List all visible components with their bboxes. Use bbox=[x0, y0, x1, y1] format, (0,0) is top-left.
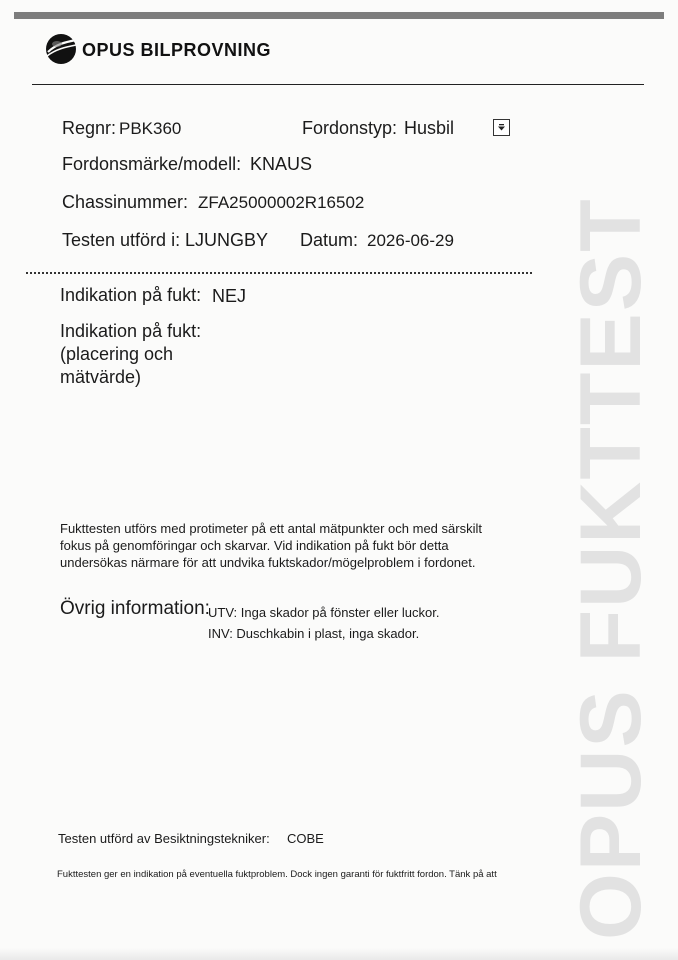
test-description bbox=[60, 520, 482, 571]
vehicle-type-dropdown[interactable] bbox=[493, 119, 510, 136]
moisture-indication-label: Indikation på fukt: bbox=[60, 285, 202, 305]
brand-model-value: KNAUS bbox=[250, 154, 313, 174]
moisture-placement-label bbox=[60, 320, 201, 389]
brand-model-label: Fordonsmärke/modell: bbox=[62, 154, 242, 174]
test-location-value: LJUNGBY bbox=[185, 230, 269, 250]
opus-logo-icon bbox=[44, 32, 78, 66]
technician-label: Testen utförd av Besiktningstekniker: bbox=[58, 831, 270, 846]
moisture-indication-value: NEJ bbox=[212, 286, 247, 306]
fukttest-watermark: OPUS FUKTTEST bbox=[563, 197, 659, 940]
description-line-3: undersökas närmare för att undvika fuktskador/mögelproblem i fordonet. bbox=[60, 555, 476, 570]
vehicle-type-label: Fordonstyp: bbox=[302, 118, 398, 138]
other-info-line-2: INV: Duschkabin i plast, inga skador. bbox=[208, 626, 420, 641]
top-gray-bar bbox=[14, 12, 664, 19]
test-location-label: Testen utförd i: bbox=[62, 230, 181, 250]
moisture-placement-line1: Indikation på fukt: bbox=[60, 321, 202, 341]
description-line-2: fokus på genomföringar och skarvar. Vid indikation på fukt bör detta bbox=[60, 538, 449, 553]
header-divider bbox=[32, 84, 644, 85]
chassis-label: Chassinummer: bbox=[62, 192, 189, 212]
page-bottom-edge bbox=[0, 948, 678, 960]
date-label: Datum: bbox=[300, 230, 359, 250]
moisture-placement-line2: (placering och bbox=[60, 344, 174, 364]
regnr-label: Regnr: bbox=[62, 118, 117, 138]
moisture-placement-line3: mätvärde) bbox=[60, 367, 142, 387]
regnr-value: PBK360 bbox=[119, 119, 182, 138]
disclaimer-text: Fukttesten ger en indikation på eventuella fuktproblem. Dock ingen garanti för fuktfritt fordon. Tänk på att bbox=[57, 869, 497, 880]
dropdown-arrow-icon bbox=[497, 124, 506, 131]
description-line-1: Fukttesten utförs med protimeter på ett antal mätpunkter och med särskilt bbox=[60, 521, 482, 536]
technician-value: COBE bbox=[287, 831, 324, 846]
brand-name: OPUS BILPROVNING bbox=[82, 40, 272, 60]
date-value: 2026-06-29 bbox=[367, 231, 454, 250]
other-info-label: Övrig information: bbox=[60, 598, 210, 619]
other-info-line-1: UTV: Inga skador på fönster eller luckor. bbox=[208, 605, 440, 620]
dotted-separator bbox=[26, 272, 532, 274]
chassis-value: ZFA25000002R16502 bbox=[198, 193, 365, 212]
vehicle-type-value: Husbil bbox=[404, 118, 455, 138]
